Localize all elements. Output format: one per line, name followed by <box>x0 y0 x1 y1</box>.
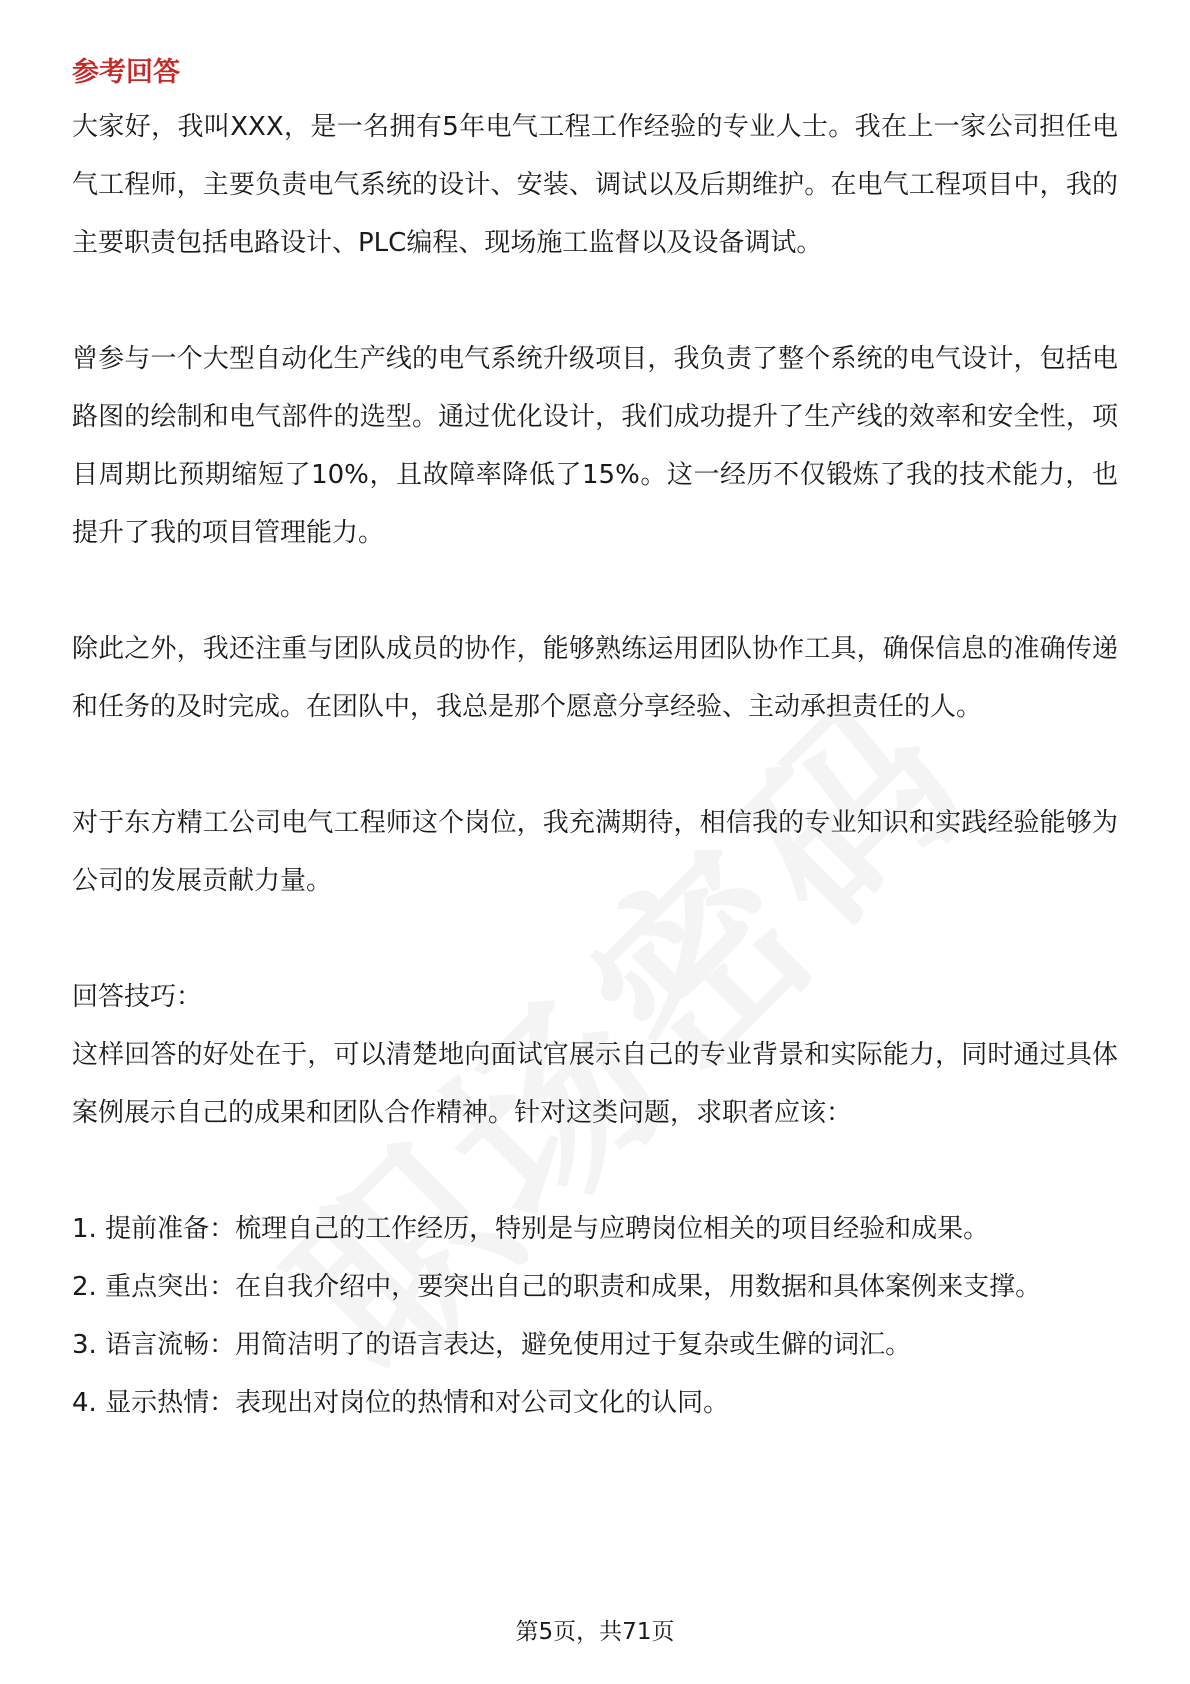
paragraph-spacer <box>72 910 1118 968</box>
tips-title: 回答技巧： <box>72 982 203 1012</box>
paragraph-spacer <box>72 562 1118 620</box>
document-content <box>72 48 1118 1432</box>
list-item: 2. 重点突出：在自我介绍中，要突出自己的职责和成果，用数据和具体案例来支撑。 <box>72 1272 1042 1302</box>
list-item: 1. 提前准备：梳理自己的工作经历，特别是与应聘岗位相关的项目经验和成果。 <box>72 1214 990 1244</box>
paragraph-spacer <box>72 736 1118 794</box>
tips-list <box>72 1200 1118 1432</box>
page-number: 第5页，共71页 <box>515 1619 675 1645</box>
paragraph-project: 曾参与一个大型自动化生产线的电气系统升级项目，我负责了整个系统的电气设计，包括电路图的绘制和电气部件的选型。通过优化设计，我们成功提升了生产线的效率和安全性，项目周期比预期缩短了10%，且故障率降低了15%。这一经历不仅锻炼了我的技术能力，也提升了我的项目管理能力。 <box>72 344 1118 548</box>
paragraph-expectation: 对于东方精工公司电气工程师这个岗位，我充满期待，相信我的专业知识和实践经验能够为公司的发展贡献力量。 <box>72 808 1118 896</box>
tips-intro: 这样回答的好处在于，可以清楚地向面试官展示自己的专业背景和实际能力，同时通过具体案例展示自己的成果和团队合作精神。针对这类问题，求职者应该： <box>72 1040 1118 1128</box>
list-item: 3. 语言流畅：用简洁明了的语言表达，避免使用过于复杂或生僻的词汇。 <box>72 1330 912 1360</box>
section-heading: 参考回答 <box>72 57 180 88</box>
paragraph-spacer <box>72 272 1118 330</box>
paragraph-teamwork: 除此之外，我还注重与团队成员的协作，能够熟练运用团队协作工具，确保信息的准确传递和任务的及时完成。在团队中，我总是那个愿意分享经验、主动承担责任的人。 <box>72 634 1118 722</box>
paragraph-intro: 大家好，我叫XXX，是一名拥有5年电气工程工作经验的专业人士。我在上一家公司担任电气工程师，主要负责电气系统的设计、安装、调试以及后期维护。在电气工程项目中，我的主要职责包括电路设计、PLC编程、现场施工监督以及设备调试。 <box>72 112 1118 258</box>
list-item: 4. 显示热情：表现出对岗位的热情和对公司文化的认同。 <box>72 1388 730 1418</box>
paragraph-spacer <box>72 1142 1118 1200</box>
